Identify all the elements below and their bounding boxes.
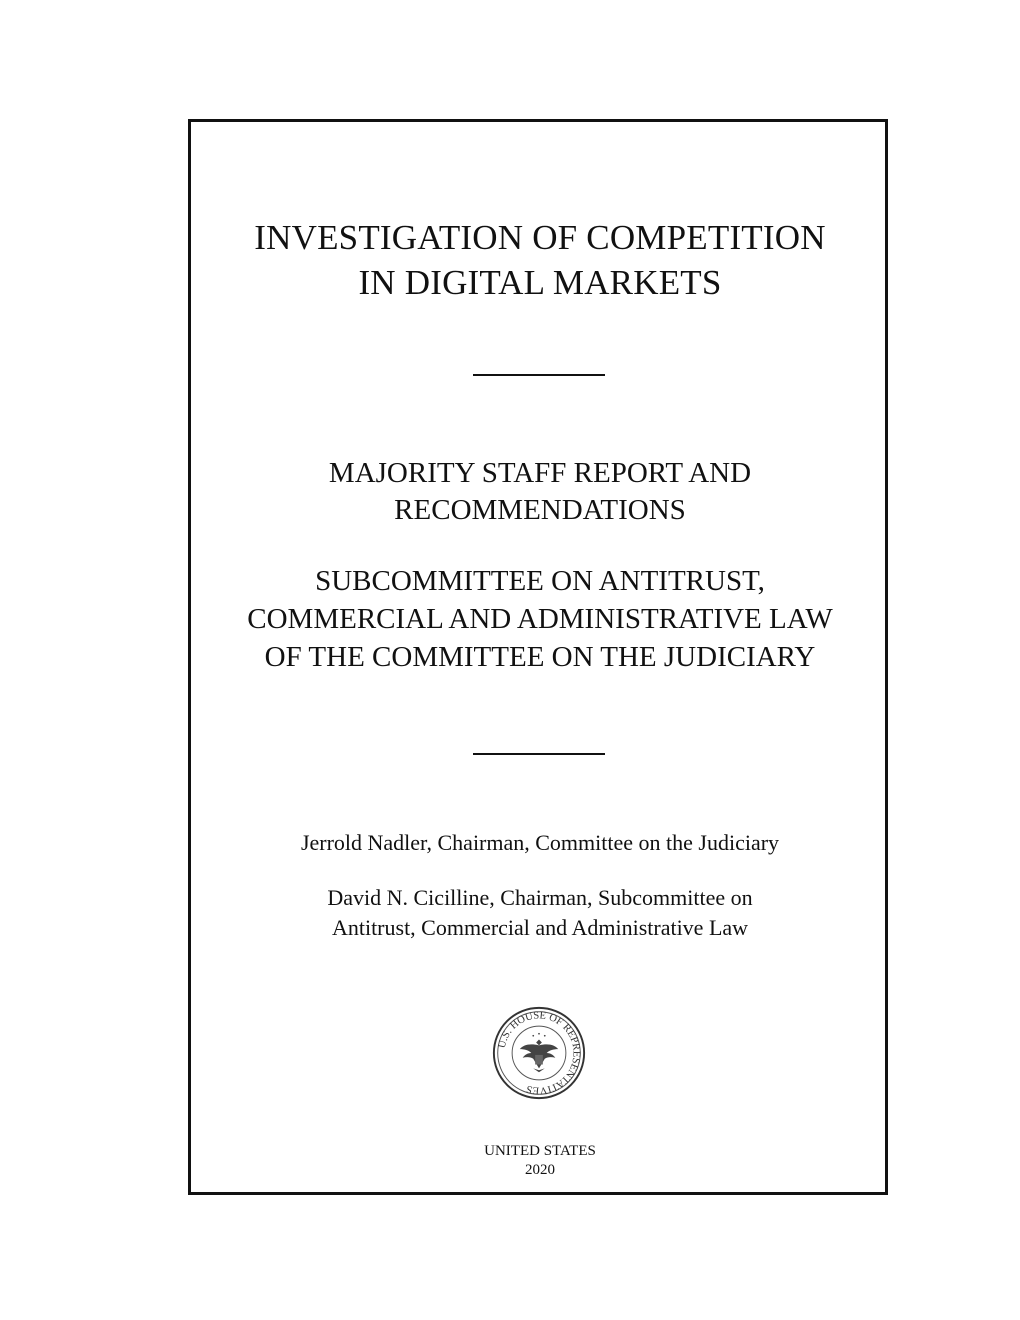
divider-rule-bottom (473, 753, 605, 755)
chairman-line: Jerrold Nadler, Chairman, Committee on the Judiciary (300, 830, 780, 855)
subcommittee-line-1: SUBCOMMITTEE ON ANTITRUST, (315, 565, 765, 597)
title-line-2: IN DIGITAL MARKETS (358, 263, 722, 302)
subchair-line-1: David N. Cicilline, Chairman, Subcommittee on (327, 885, 753, 910)
country-label: UNITED STATES (484, 1143, 596, 1159)
report-line-1: MAJORITY STAFF REPORT AND (328, 457, 752, 489)
subcommittee-line-2: COMMERCIAL AND ADMINISTRATIVE LAW (247, 603, 833, 635)
house-seal-icon (491, 1005, 587, 1101)
divider-rule-top (473, 374, 605, 376)
subcommittee-line-3: OF THE COMMITTEE ON THE JUDICIARY (264, 641, 816, 673)
report-line-2: RECOMMENDATIONS (394, 494, 686, 526)
year-label: 2020 (525, 1162, 555, 1178)
title-line-1: INVESTIGATION OF COMPETITION (254, 218, 826, 257)
subchair-line-2: Antitrust, Commercial and Administrative Law (331, 915, 749, 940)
seal-text: U.S. HOUSE OF REPRESENTATIVES (496, 1010, 582, 1096)
